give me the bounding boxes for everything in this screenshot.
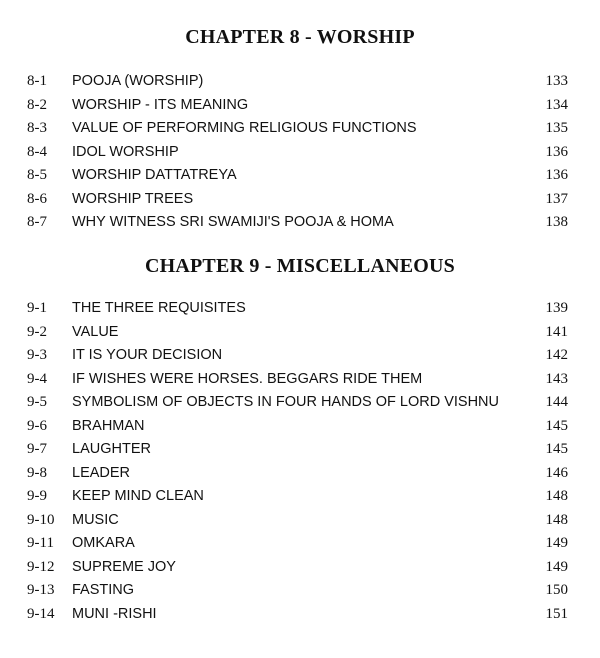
toc-entry-number: 9-13 xyxy=(27,582,55,598)
toc-entry-page-number: 138 xyxy=(545,214,568,230)
toc-entry-page-number: 134 xyxy=(545,96,568,113)
toc-entry-page-number: 150 xyxy=(545,582,568,598)
toc-entry-number: 8-4 xyxy=(27,143,47,160)
toc-entry xyxy=(0,509,600,533)
toc-entry-title: POOJA (WORSHIP) xyxy=(72,73,204,89)
toc-entry-title: KEEP MIND CLEAN xyxy=(72,488,204,504)
toc-entry-title: MUNI -RISHI xyxy=(72,605,157,622)
toc-entry-title: IF WISHES WERE HORSES. BEGGARS RIDE THEM xyxy=(72,370,423,387)
toc-entry-page-number: 137 xyxy=(545,190,568,207)
toc-entry-page-number: 148 xyxy=(545,511,568,528)
toc-entry-page-number: 146 xyxy=(545,464,568,481)
toc-entry xyxy=(0,415,600,439)
toc-entry-number: 9-5 xyxy=(27,394,47,410)
toc-entry xyxy=(0,391,600,415)
toc-entry-number: 8-2 xyxy=(27,96,47,113)
toc-entry-title: LAUGHTER xyxy=(72,441,151,457)
toc-entry xyxy=(0,485,600,509)
toc-entry-number: 8-1 xyxy=(27,73,47,89)
toc-entry-page-number: 136 xyxy=(545,167,568,183)
toc-entry-page-number: 151 xyxy=(545,605,568,622)
toc-entry-number: 8-7 xyxy=(27,214,47,230)
toc-entry-number: 8-6 xyxy=(27,190,47,207)
toc-entry-title: FASTING xyxy=(72,582,135,598)
toc-entry-number: 9-1 xyxy=(27,300,47,316)
toc-entry-page-number: 149 xyxy=(545,535,568,551)
toc-entry-number: 9-14 xyxy=(27,605,55,622)
toc-entry xyxy=(0,579,600,603)
toc-entry-number: 8-5 xyxy=(27,167,47,183)
toc-entry-page-number: 133 xyxy=(545,73,568,89)
toc-entry-title: VALUE xyxy=(72,323,119,340)
chapter-8-toc-list xyxy=(0,70,600,235)
toc-entry xyxy=(0,297,600,321)
toc-entry xyxy=(0,211,600,235)
toc-entry xyxy=(0,94,600,118)
toc-entry-number: 9-6 xyxy=(27,417,47,434)
toc-entry xyxy=(0,368,600,392)
toc-entry-number: 9-4 xyxy=(27,370,47,387)
toc-entry-title: MUSIC xyxy=(72,511,119,528)
toc-entry-number: 9-7 xyxy=(27,441,47,457)
toc-entry-page-number: 135 xyxy=(545,120,568,136)
toc-entry-title: LEADER xyxy=(72,464,131,481)
toc-entry-number: 9-2 xyxy=(27,323,47,340)
toc-entry xyxy=(0,70,600,94)
toc-entry xyxy=(0,532,600,556)
toc-entry-page-number: 142 xyxy=(545,347,568,363)
toc-entry-page-number: 144 xyxy=(545,394,568,410)
toc-entry xyxy=(0,438,600,462)
toc-entry xyxy=(0,462,600,486)
toc-entry-page-number: 141 xyxy=(545,323,568,340)
toc-entry-number: 9-11 xyxy=(27,535,54,551)
chapter-8-heading: CHAPTER 8 - WORSHIP xyxy=(185,26,415,48)
toc-entry xyxy=(0,344,600,368)
toc-entry-title: SYMBOLISM OF OBJECTS IN FOUR HANDS OF LORD VISHNU xyxy=(72,394,499,410)
toc-entry-page-number: 148 xyxy=(545,488,568,504)
toc-entry xyxy=(0,141,600,165)
toc-entry-page-number: 145 xyxy=(545,417,568,434)
toc-entry-page-number: 136 xyxy=(545,143,568,160)
toc-entry-title: WHY WITNESS SRI SWAMIJI'S POOJA & HOMA xyxy=(72,214,394,230)
toc-entry-number: 9-3 xyxy=(27,347,47,363)
toc-entry-title: WORSHIP TREES xyxy=(72,190,194,207)
toc-entry-title: IDOL WORSHIP xyxy=(72,143,179,160)
toc-entry-title: THE THREE REQUISITES xyxy=(72,300,246,316)
toc-entry-title: WORSHIP - ITS MEANING xyxy=(72,96,249,113)
toc-entry-title: BRAHMAN xyxy=(72,417,145,434)
toc-entry xyxy=(0,603,600,627)
toc-entry-number: 8-3 xyxy=(27,120,47,136)
toc-entry-number: 9-12 xyxy=(27,558,55,575)
toc-entry-title: WORSHIP DATTATREYA xyxy=(72,167,237,183)
toc-entry-number: 9-10 xyxy=(27,511,55,528)
toc-entry-title: IT IS YOUR DECISION xyxy=(72,347,223,363)
toc-entry-title: VALUE OF PERFORMING RELIGIOUS FUNCTIONS xyxy=(72,120,417,136)
toc-entry-number: 9-8 xyxy=(27,464,47,481)
chapter-9-heading: CHAPTER 9 - MISCELLANEOUS xyxy=(144,255,456,277)
toc-entry xyxy=(0,188,600,212)
toc-entry-page-number: 143 xyxy=(545,370,568,387)
toc-entry-page-number: 145 xyxy=(545,441,568,457)
toc-entry xyxy=(0,556,600,580)
toc-entry xyxy=(0,321,600,345)
toc-entry xyxy=(0,164,600,188)
toc-entry xyxy=(0,117,600,141)
chapter-9-toc-list xyxy=(0,297,600,626)
toc-entry-title: SUPREME JOY xyxy=(72,558,176,575)
toc-entry-number: 9-9 xyxy=(27,488,47,504)
toc-entry-title: OMKARA xyxy=(72,535,135,551)
toc-entry-page-number: 149 xyxy=(545,558,568,575)
toc-entry-page-number: 139 xyxy=(545,300,568,316)
